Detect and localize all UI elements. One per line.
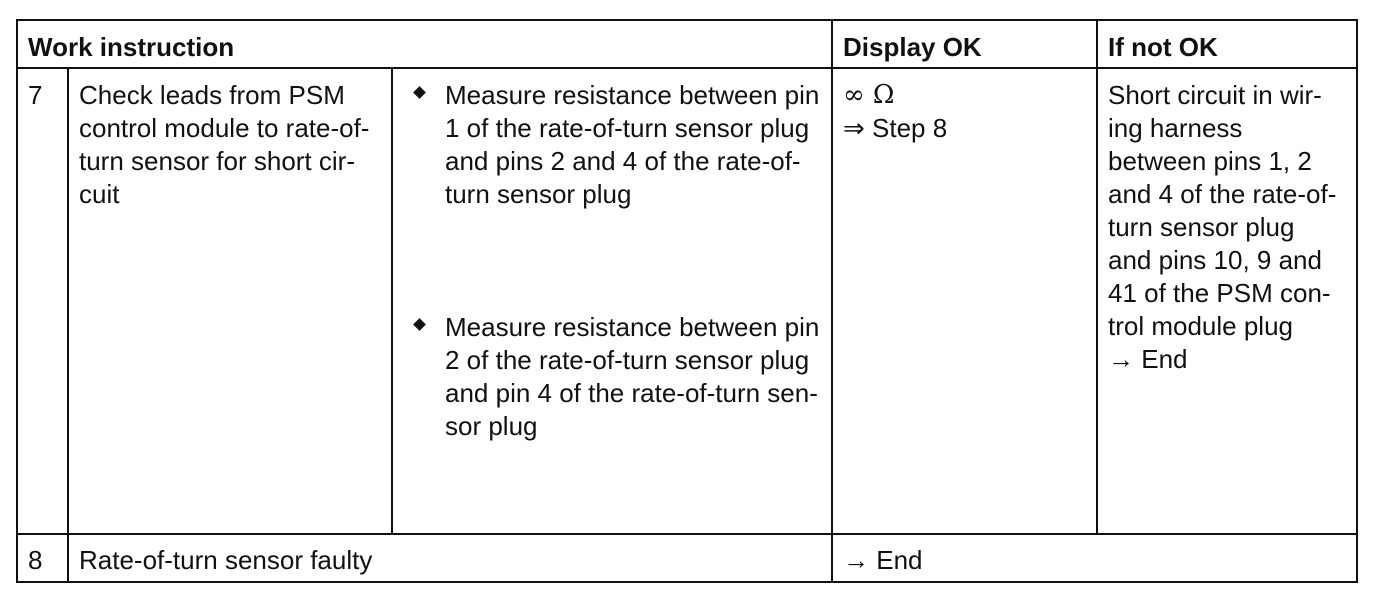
table-header-row bbox=[17, 20, 1357, 68]
not-ok-line: → End bbox=[1108, 344, 1188, 374]
not-ok-line: and 4 of the rate-of- bbox=[1108, 179, 1337, 209]
work-instruction-table bbox=[16, 19, 1358, 583]
diamond-bullet-icon bbox=[413, 86, 426, 99]
step-8-instruction: Rate-of-turn sensor faulty bbox=[68, 534, 832, 582]
measurement-item-2 bbox=[405, 311, 821, 443]
table-row-step-8 bbox=[17, 534, 1357, 582]
measurement-2-line: 2 of the rate-of-turn sensor plug bbox=[445, 345, 810, 375]
step-7-instruction-line: Check leads from PSM bbox=[79, 80, 345, 110]
not-ok-line: between pins 1, 2 bbox=[1108, 146, 1312, 176]
not-ok-line: 41 of the PSM con- bbox=[1108, 278, 1331, 308]
step-7-if-not-ok bbox=[1097, 68, 1357, 534]
measurement-1-line: 1 of the rate-of-turn sensor plug bbox=[445, 113, 810, 143]
measurement-2-line: sor plug bbox=[445, 411, 538, 441]
step-7-instruction-line: turn sensor for short cir- bbox=[79, 146, 355, 176]
table-row-step-7 bbox=[17, 68, 1357, 534]
not-ok-line: trol module plug bbox=[1108, 311, 1293, 341]
measurement-2-line: and pin 4 of the rate-of-turn sen- bbox=[445, 378, 818, 408]
diamond-bullet-icon bbox=[413, 318, 426, 331]
step-8-number: 8 bbox=[17, 534, 68, 582]
not-ok-line: turn sensor plug bbox=[1108, 212, 1295, 242]
step-7-measurements bbox=[392, 68, 832, 534]
not-ok-line: and pins 10, 9 and bbox=[1108, 245, 1322, 275]
step-7-instruction-line: cuit bbox=[79, 179, 120, 209]
infinity-ohm-value: ∞ Ω bbox=[843, 80, 895, 110]
header-display-ok: Display OK bbox=[832, 20, 1097, 68]
step-8-result: → End bbox=[832, 534, 1357, 582]
header-work-instruction: Work instruction bbox=[17, 20, 832, 68]
measurement-1-line: turn sensor plug bbox=[445, 179, 632, 209]
step-7-number: 7 bbox=[17, 68, 68, 534]
measurement-1-line: Measure resistance between pin bbox=[445, 80, 820, 110]
measurement-1-line: and pins 2 and 4 of the rate-of- bbox=[445, 146, 801, 176]
measurement-item-1 bbox=[405, 79, 821, 211]
step-7-display-ok bbox=[832, 68, 1097, 534]
measurement-2-line: Measure resistance between pin bbox=[445, 312, 820, 342]
step-7-instruction-line: control module to rate-of- bbox=[79, 113, 370, 143]
next-step-reference: ⇒ Step 8 bbox=[843, 113, 948, 143]
header-if-not-ok: If not OK bbox=[1097, 20, 1357, 68]
not-ok-line: Short circuit in wir- bbox=[1108, 80, 1322, 110]
not-ok-line: ing harness bbox=[1108, 113, 1243, 143]
step-7-instruction bbox=[68, 68, 392, 534]
